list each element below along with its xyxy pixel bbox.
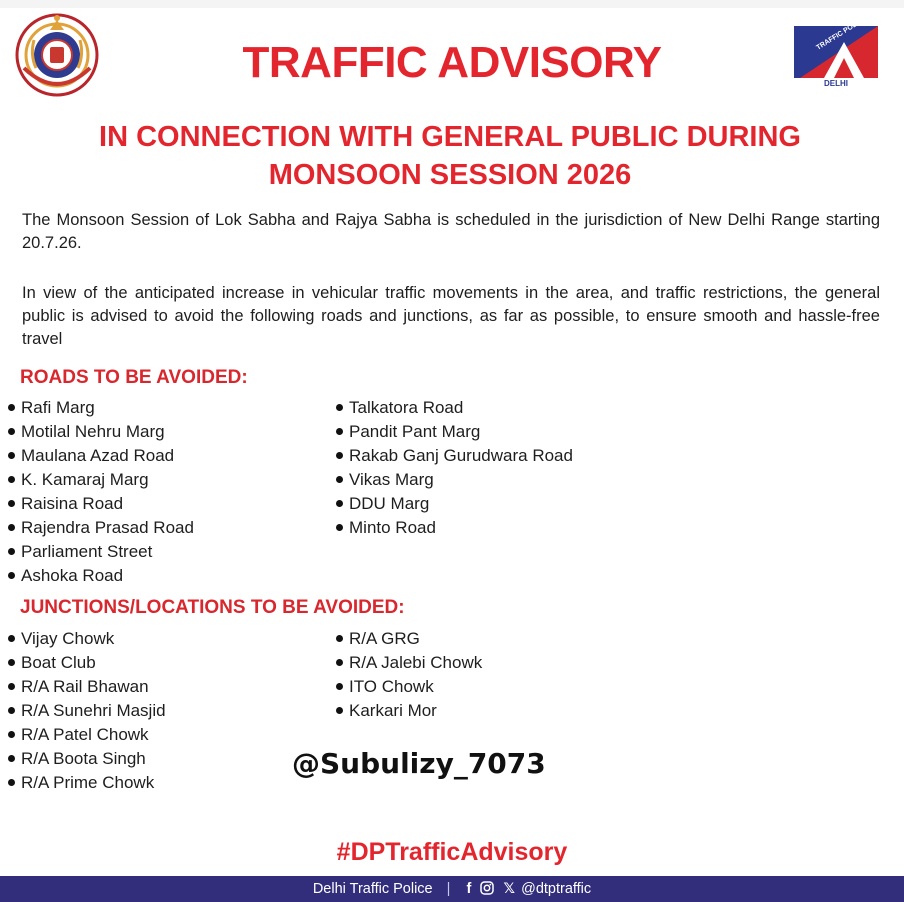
bullet-icon xyxy=(336,476,343,483)
junction-item-label: Karkari Mor xyxy=(349,701,437,720)
junction-item-label: R/A Jalebi Chowk xyxy=(349,653,483,672)
road-item xyxy=(8,420,194,444)
road-item xyxy=(8,516,194,540)
logo-text-bottom: DELHI xyxy=(824,79,848,88)
road-item xyxy=(336,444,573,468)
road-item-label: Motilal Nehru Marg xyxy=(21,422,165,441)
bullet-icon xyxy=(8,683,15,690)
advisory-paragraph: In view of the anticipated increase in vehicular traffic movements in the area, and traffic restrictions, the general public is advised to avoid the following roads and junctions, as far as possible, to ensure smooth and hassle-free travel xyxy=(22,284,880,348)
hashtag: #DPTrafficAdvisory xyxy=(336,838,568,866)
roads-list-right xyxy=(336,396,573,540)
road-item-label: Talkatora Road xyxy=(349,398,464,417)
junction-item xyxy=(8,747,166,771)
road-item xyxy=(8,564,194,588)
x-icon[interactable]: 𝕏 xyxy=(503,881,516,897)
junction-item xyxy=(336,651,482,675)
bullet-icon xyxy=(8,572,15,579)
bullet-icon xyxy=(8,476,15,483)
road-item-label: Rafi Marg xyxy=(21,398,95,417)
junctions-heading: JUNCTIONS/LOCATIONS TO BE AVOIDED: xyxy=(20,597,405,618)
bullet-icon xyxy=(336,683,343,690)
road-item xyxy=(8,492,194,516)
bullet-icon xyxy=(8,659,15,666)
footer-handle[interactable]: @dtptraffic xyxy=(521,881,592,897)
footer-bar xyxy=(0,876,904,902)
subtitle-line-1: IN CONNECTION WITH GENERAL PUBLIC DURING xyxy=(99,121,801,153)
road-item-label: DDU Marg xyxy=(349,494,430,513)
junction-item xyxy=(336,627,482,651)
bullet-icon xyxy=(8,452,15,459)
road-item-label: Parliament Street xyxy=(21,542,153,561)
junction-item xyxy=(8,651,166,675)
bullet-icon xyxy=(8,755,15,762)
bullet-icon xyxy=(8,428,15,435)
bullet-icon xyxy=(336,452,343,459)
junction-item-label: R/A Boota Singh xyxy=(21,749,146,768)
road-item-label: Vikas Marg xyxy=(349,470,434,489)
junction-item-label: Vijay Chowk xyxy=(21,629,115,648)
road-item-label: Raisina Road xyxy=(21,494,124,513)
watermark-handle: @Subulizy_7073 xyxy=(292,747,546,780)
road-item xyxy=(8,396,194,420)
road-item-label: Pandit Pant Marg xyxy=(349,422,481,441)
road-item-label: Minto Road xyxy=(349,518,436,537)
instagram-icon[interactable] xyxy=(480,881,494,895)
junction-item-label: Boat Club xyxy=(21,653,96,672)
footer-org: Delhi Traffic Police xyxy=(312,881,433,897)
bullet-icon xyxy=(336,659,343,666)
junction-item xyxy=(336,699,482,723)
road-item-label: Rajendra Prasad Road xyxy=(21,518,194,537)
junction-item-label: R/A Rail Bhawan xyxy=(21,677,149,696)
road-item xyxy=(8,468,194,492)
road-item xyxy=(8,444,194,468)
junctions-list-right xyxy=(336,627,482,723)
bullet-icon xyxy=(336,635,343,642)
junction-item xyxy=(8,675,166,699)
intro-paragraph: The Monsoon Session of Lok Sabha and Rajya Sabha is scheduled in the jurisdiction of New Delhi Range starting 20.7.26. xyxy=(22,211,880,252)
junction-item xyxy=(8,699,166,723)
junction-item xyxy=(8,771,166,795)
facebook-icon[interactable]: f xyxy=(466,881,472,897)
road-item xyxy=(336,492,573,516)
bullet-icon xyxy=(8,731,15,738)
bullet-icon xyxy=(8,779,15,786)
top-strip xyxy=(0,0,904,8)
bullet-icon xyxy=(8,707,15,714)
junction-item-label: R/A Patel Chowk xyxy=(21,725,149,744)
bullet-icon xyxy=(336,707,343,714)
bullet-icon xyxy=(8,404,15,411)
bullet-icon xyxy=(8,500,15,507)
junction-item-label: R/A Prime Chowk xyxy=(21,773,155,792)
road-item xyxy=(336,468,573,492)
road-item-label: Ashoka Road xyxy=(21,566,124,585)
junction-item-label: R/A GRG xyxy=(349,629,420,648)
bullet-icon xyxy=(336,404,343,411)
road-item xyxy=(336,420,573,444)
page-subtitle xyxy=(40,118,860,194)
subtitle-line-2: MONSOON SESSION 2026 xyxy=(268,159,632,191)
junctions-list-left xyxy=(8,627,166,795)
road-item-label: Rakab Ganj Gurudwara Road xyxy=(349,446,573,465)
bullet-icon xyxy=(8,635,15,642)
bullet-icon xyxy=(336,428,343,435)
road-item xyxy=(336,516,573,540)
road-item xyxy=(8,540,194,564)
road-item-label: K. Kamaraj Marg xyxy=(21,470,149,489)
footer-separator: | xyxy=(446,881,451,897)
bullet-icon xyxy=(336,500,343,507)
junction-item xyxy=(8,627,166,651)
roads-heading: ROADS TO BE AVOIDED: xyxy=(20,367,248,388)
junction-item-label: ITO Chowk xyxy=(349,677,434,696)
bullet-icon xyxy=(336,524,343,531)
bullet-icon xyxy=(8,524,15,531)
road-item-label: Maulana Azad Road xyxy=(21,446,175,465)
roads-list-left xyxy=(8,396,194,588)
junction-item-label: R/A Sunehri Masjid xyxy=(21,701,166,720)
junction-item xyxy=(8,723,166,747)
page-title: TRAFFIC ADVISORY xyxy=(242,38,662,87)
bullet-icon xyxy=(8,548,15,555)
road-item xyxy=(336,396,573,420)
junction-item xyxy=(336,675,482,699)
